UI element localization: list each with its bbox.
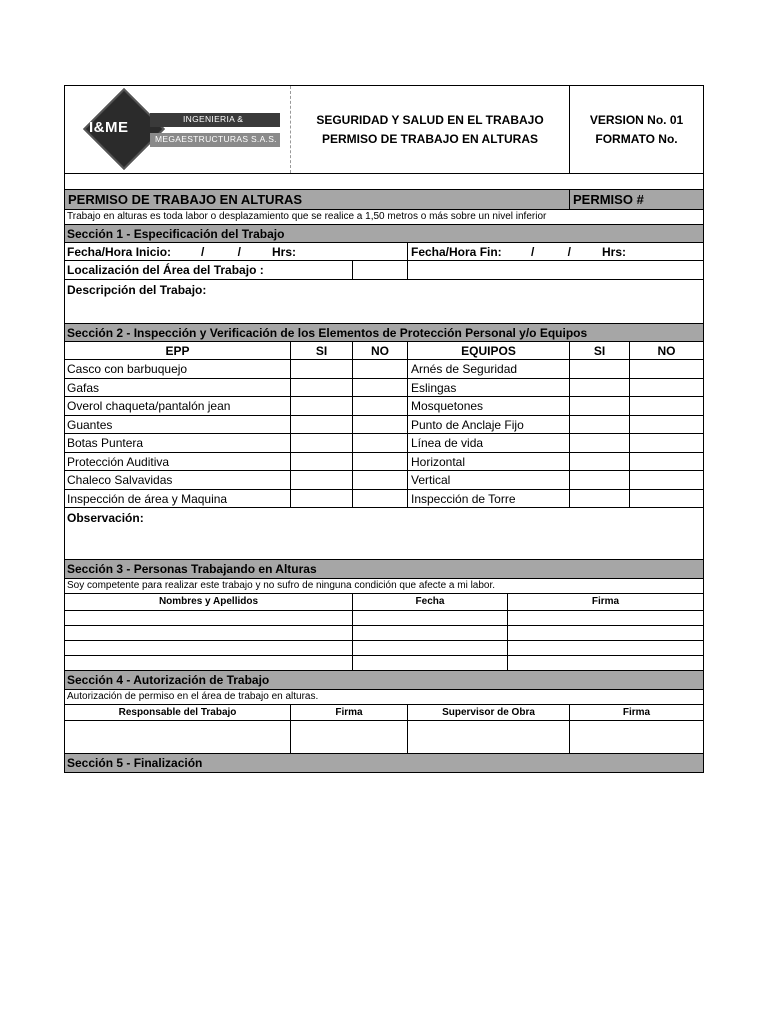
section4-header xyxy=(65,671,703,690)
observation-label: Observación: xyxy=(67,511,144,525)
location-label: Localización del Área del Trabajo : xyxy=(67,263,264,277)
header-title-line1: SEGURIDAD Y SALUD EN EL TRABAJO xyxy=(316,113,544,127)
epp-item: Botas Puntera xyxy=(67,436,144,450)
header-version xyxy=(569,86,703,173)
table-row xyxy=(65,626,703,641)
supervisor-field[interactable] xyxy=(407,721,569,753)
equipo-si-checkbox[interactable] xyxy=(569,416,629,434)
description-label: Descripción del Trabajo: xyxy=(67,283,207,297)
epp-item: Casco con barbuquejo xyxy=(67,362,188,376)
equipo-item: Horizontal xyxy=(411,454,466,469)
epp-si-checkbox[interactable] xyxy=(290,434,352,452)
location-row xyxy=(65,261,703,280)
col-signature-1: Firma xyxy=(335,707,363,718)
name-field[interactable] xyxy=(65,626,352,640)
header-title-line2: PERMISO DE TRABAJO EN ALTURAS xyxy=(321,132,538,146)
date-field[interactable] xyxy=(352,626,507,640)
epp-si-checkbox[interactable] xyxy=(290,360,352,378)
equipo-si-checkbox[interactable] xyxy=(569,379,629,397)
date-field[interactable] xyxy=(352,656,507,670)
definition-text: Trabajo en alturas es toda labor o desplazamiento que se realice a 1,50 metros o más sobre un nivel inferior xyxy=(67,211,547,222)
epp-item: Overol chaqueta/pantalón jean xyxy=(67,399,231,413)
epp-no-checkbox[interactable] xyxy=(352,490,407,508)
table-row xyxy=(65,416,703,435)
epp-si-checkbox[interactable] xyxy=(290,453,352,471)
supervisor-signature-field[interactable] xyxy=(569,721,703,753)
start-label: Fecha/Hora Inicio: xyxy=(67,245,172,259)
section2-title: Sección 2 - Inspección y Verificación de los Elementos de Protección Personal y/o Equipos xyxy=(67,326,588,340)
equipo-si-checkbox[interactable] xyxy=(569,471,629,489)
equipo-no-checkbox[interactable] xyxy=(629,397,703,415)
col-si: SI xyxy=(315,344,328,358)
epp-si-checkbox[interactable] xyxy=(290,397,352,415)
equipo-no-checkbox[interactable] xyxy=(629,453,703,471)
signature-field[interactable] xyxy=(507,611,703,625)
description-row[interactable] xyxy=(65,280,703,324)
section5-title: Sección 5 - Finalización xyxy=(67,756,203,770)
col-responsible: Responsable del Trabajo xyxy=(118,707,237,718)
equipo-item: Vertical xyxy=(411,473,451,487)
definition-row xyxy=(65,210,703,225)
epp-no-checkbox[interactable] xyxy=(352,397,407,415)
col-no: NO xyxy=(371,344,389,358)
equipo-item: Eslingas xyxy=(411,380,457,395)
col-signature-2: Firma xyxy=(622,707,651,718)
start-slashes: / / xyxy=(201,245,242,259)
signature-field[interactable] xyxy=(507,641,703,655)
end-date-field[interactable] xyxy=(407,243,703,260)
col-epp: EPP xyxy=(165,344,190,358)
table-row xyxy=(65,611,703,626)
end-hrs-label: Hrs: xyxy=(602,245,627,259)
name-field[interactable] xyxy=(65,611,352,625)
col-supervisor: Supervisor de Obra xyxy=(442,707,535,718)
logo-line2: MEGAESTRUCTURAS S.A.S. xyxy=(155,134,277,144)
responsible-field[interactable] xyxy=(65,721,290,753)
start-hrs-label: Hrs: xyxy=(272,245,297,259)
header-title xyxy=(290,86,569,173)
equipo-si-checkbox[interactable] xyxy=(569,453,629,471)
signature-field[interactable] xyxy=(507,656,703,670)
equipo-no-checkbox[interactable] xyxy=(629,360,703,378)
section1-title: Sección 1 - Especificación del Trabajo xyxy=(67,227,285,241)
epp-si-checkbox[interactable] xyxy=(290,471,352,489)
end-slashes: / / xyxy=(531,245,572,259)
section5-header xyxy=(65,754,703,773)
epp-no-checkbox[interactable] xyxy=(352,379,407,397)
responsible-signature-field[interactable] xyxy=(290,721,407,753)
section4-statement-row xyxy=(65,690,703,705)
version-label: VERSION No. 01 xyxy=(589,113,684,127)
section2-header xyxy=(65,324,703,342)
table-row xyxy=(65,453,703,472)
formato-label: FORMATO No. xyxy=(595,132,678,146)
location-field[interactable] xyxy=(352,261,407,279)
equipo-item: Arnés de Seguridad xyxy=(411,362,518,376)
section3-title: Sección 3 - Personas Trabajando en Alturas xyxy=(67,562,317,576)
col-date: Fecha xyxy=(415,596,445,607)
form-header xyxy=(65,86,703,174)
equipo-no-checkbox[interactable] xyxy=(629,490,703,508)
section3-column-headers xyxy=(65,594,703,611)
col-signature: Firma xyxy=(591,596,620,607)
epp-item: Gafas xyxy=(67,380,100,395)
date-field[interactable] xyxy=(352,611,507,625)
col-names: Nombres y Apellidos xyxy=(158,596,259,607)
equipo-no-checkbox[interactable] xyxy=(629,434,703,452)
equipo-si-checkbox[interactable] xyxy=(569,434,629,452)
section1-header xyxy=(65,225,703,243)
epp-no-checkbox[interactable] xyxy=(352,416,407,434)
equipo-item: Punto de Anclaje Fijo xyxy=(411,417,524,432)
name-field[interactable] xyxy=(65,641,352,655)
table-row xyxy=(65,397,703,416)
col-equipos: EQUIPOS xyxy=(461,344,516,358)
name-field[interactable] xyxy=(65,656,352,670)
logo-line1: INGENIERIA & xyxy=(183,114,244,124)
table-row xyxy=(65,379,703,398)
section4-title: Sección 4 - Autorización de Trabajo xyxy=(67,673,270,687)
permit-title-row xyxy=(65,190,703,210)
section1-dates-row xyxy=(65,243,703,261)
authorization-row xyxy=(65,721,703,754)
observation-field[interactable] xyxy=(65,508,703,560)
table-row xyxy=(65,490,703,509)
epp-item: Inspección de área y Maquina xyxy=(67,491,228,506)
epp-si-checkbox[interactable] xyxy=(290,490,352,508)
section2-column-headers xyxy=(65,342,703,360)
signature-field[interactable] xyxy=(507,626,703,640)
epp-no-checkbox[interactable] xyxy=(352,360,407,378)
epp-no-checkbox[interactable] xyxy=(352,453,407,471)
equipo-no-checkbox[interactable] xyxy=(629,471,703,489)
equipo-item: Mosquetones xyxy=(411,399,484,413)
col-si-2: SI xyxy=(593,344,606,358)
section4-column-headers xyxy=(65,705,703,721)
logo-mark: I&ME xyxy=(89,119,129,136)
epp-si-checkbox[interactable] xyxy=(290,416,352,434)
epp-no-checkbox[interactable] xyxy=(352,434,407,452)
equipo-item: Inspección de Torre xyxy=(411,491,516,506)
table-row xyxy=(65,656,703,671)
logo xyxy=(65,86,290,173)
end-label: Fecha/Hora Fin: xyxy=(411,245,502,259)
table-row xyxy=(65,434,703,453)
permit-form xyxy=(64,85,704,773)
permit-title: PERMISO DE TRABAJO EN ALTURAS xyxy=(68,192,303,207)
equipo-si-checkbox[interactable] xyxy=(569,360,629,378)
epp-item: Chaleco Salvavidas xyxy=(67,473,173,487)
section3-header xyxy=(65,560,703,579)
table-row xyxy=(65,641,703,656)
epp-item: Guantes xyxy=(67,417,113,432)
epp-item: Protección Auditiva xyxy=(67,454,170,469)
equipo-no-checkbox[interactable] xyxy=(629,379,703,397)
table-row xyxy=(65,471,703,490)
col-no-2: NO xyxy=(657,344,676,358)
epp-no-checkbox[interactable] xyxy=(352,471,407,489)
location-field-extra[interactable] xyxy=(407,261,703,279)
epp-table xyxy=(65,360,703,508)
permit-number-label: PERMISO # xyxy=(573,192,644,207)
section4-statement: Autorización de permiso en el área de trabajo en alturas. xyxy=(67,691,319,702)
equipo-si-checkbox[interactable] xyxy=(569,397,629,415)
section3-statement-row xyxy=(65,579,703,594)
section3-statement: Soy competente para realizar este trabajo y no sufro de ninguna condición que afecte a mi labor. xyxy=(67,580,496,591)
equipo-si-checkbox[interactable] xyxy=(569,490,629,508)
epp-si-checkbox[interactable] xyxy=(290,379,352,397)
table-row xyxy=(65,360,703,379)
date-field[interactable] xyxy=(352,641,507,655)
equipo-item: Línea de vida xyxy=(411,436,484,450)
equipo-no-checkbox[interactable] xyxy=(629,416,703,434)
